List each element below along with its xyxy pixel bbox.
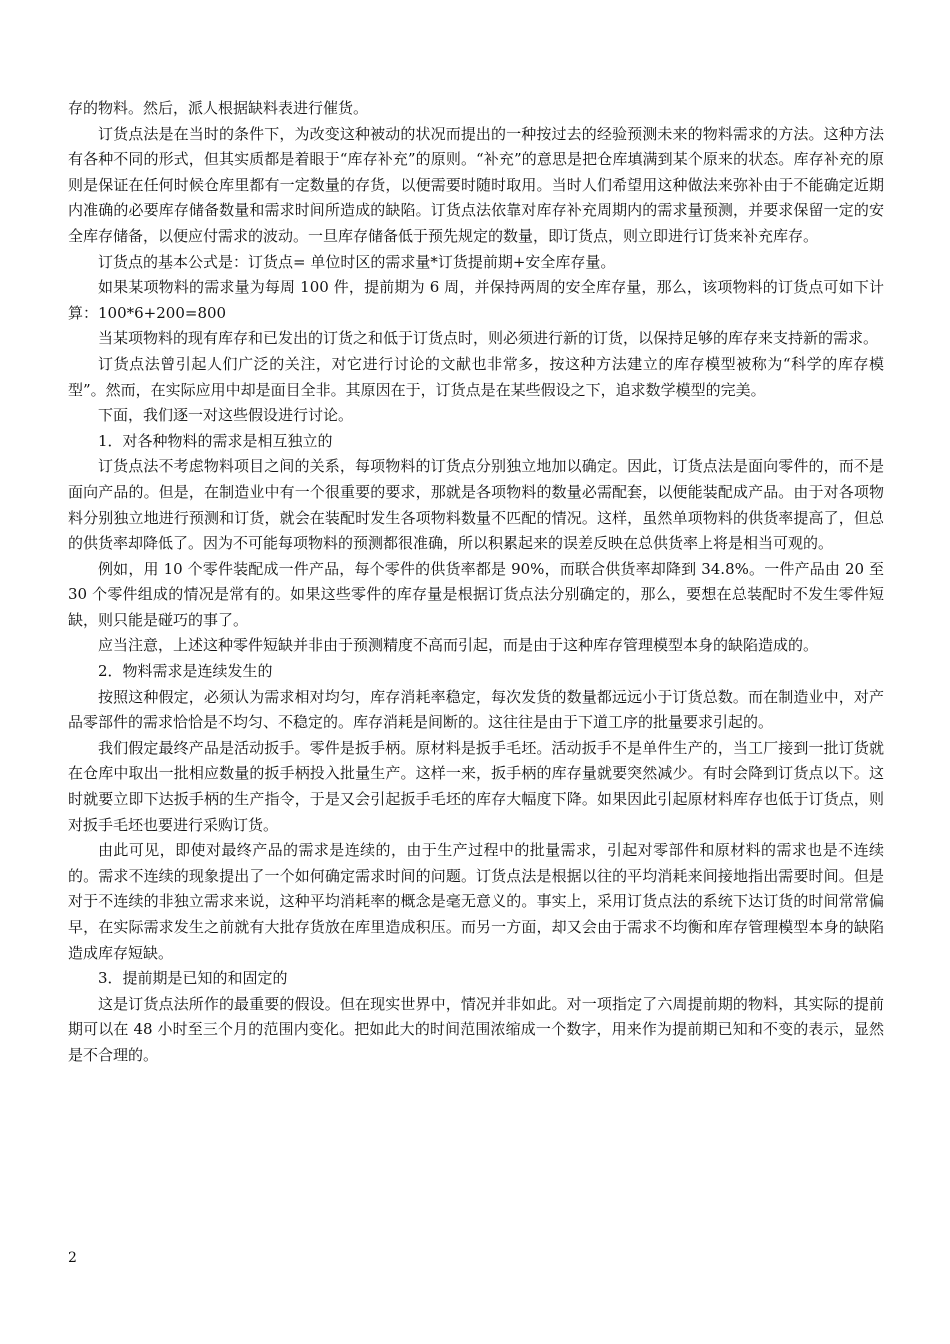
paragraph: 我们假定最终产品是活动扳手。零件是扳手柄。原材料是扳手毛坯。活动扳手不是单件生产的，当工厂接到一批订货就在仓库中取出一批相应数量的扳手柄投入批量生产。这样一来，扳手柄的库存量就要突然减少。有时会降到订货点以下。这时就要立即下达扳手柄的生产指令，于是又会引起扳手毛坯的库存大幅度下降。如果因此引起原材料库存也低于订货点，则对扳手毛坯也要进行采购订货。 [68,738,884,834]
paragraph: 订货点法曾引起人们广泛的关注，对它进行讨论的文献也非常多，按这种方法建立的库存模型被称为“科学的库存模型”。然而，在实际应用中却是面目全非。其原因在于，订货点是在某些假设之下，追求数学模型的完美。 [68,354,884,399]
paragraph: 订货点法是在当时的条件下，为改变这种被动的状况而提出的一种按过去的经验预测未来的物料需求的方法。这种方法有各种不同的形式，但其实质都是着眼于“库存补充”的原则。“补充”的意思是把仓库填满到某个原来的状态。库存补充的原则是保证在任何时候仓库里都有一定数量的存货，以便需要时随时取用。当时人们希望用这种做法来弥补由于不能确定近期内准确的必要库存储备数量和需求时间所造成的缺陷。订货点法依靠对库存补充周期内的需求量预测，并要求保留一定的安全库存储备，以便应付需求的波动。一旦库存储备低于预先规定的数量，即订货点，则立即进行订货来补充库存。 [68,124,884,245]
paragraph: 按照这种假定，必须认为需求相对均匀，库存消耗率稳定，每次发货的数量都远远小于订货总数。而在制造业中，对产品零部件的需求恰恰是不均匀、不稳定的。库存消耗是间断的。这往往是由于下道工序的批量要求引起的。 [68,687,884,732]
section-heading: 2．物料需求是连续发生的 [98,662,273,681]
paragraph: 存的物料。然后，派人根据缺料表进行催货。 [68,99,369,117]
body-text [68,96,884,1069]
section-heading: 3．提前期是已知的和固定的 [98,969,288,988]
section-heading: 1．对各种物料的需求是相互独立的 [98,431,333,450]
paragraph: 订货点的基本公式是：订货点= 单位时区的需求量*订货提前期+安全库存量。 [98,252,616,271]
paragraph: 如果某项物料的需求量为每周 100 件，提前期为 6 周，并保持两周的安全库存量，那么，该项物料的订货点可如下计算：100*6+200=800 [68,278,884,322]
paragraph: 由此可见，即使对最终产品的需求是连续的，由于生产过程中的批量需求，引起对零部件和原材料的需求也是不连续的。需求不连续的现象提出了一个如何确定需求时间的问题。订货点法是根据以往的平均消耗来间接地指出需要时间。但是对于不连续的非独立需求来说，这种平均消耗率的概念是毫无意义的。事实上，采用订货点法的系统下达订货的时间常常偏早，在实际需求发生之前就有大批存货放在库里造成积压。而另一方面，却又会由于需求不均衡和库存管理模型本身的缺陷造成库存短缺。 [68,841,884,962]
paragraph: 当某项物料的现有库存和已发出的订货之和低于订货点时，则必须进行新的订货，以保持足够的库存来支持新的需求。 [98,329,879,348]
paragraph: 这是订货点法所作的最重要的假设。但在现实世界中，情况并非如此。对一项指定了六周提前期的物料，其实际的提前期可以在 48 小时至三个月的范围内变化。把如此大的时间范围浓缩成一个数字，用来作为提前期已知和不变的表示，显然是不合理的。 [68,994,884,1064]
paragraph: 应当注意，上述这种零件短缺并非由于预测精度不高而引起，而是由于这种库存管理模型本身的缺陷造成的。 [98,636,819,655]
paragraph: 例如，用 10 个零件装配成一件产品，每个零件的供货率都是 90%，而联合供货率却降到 34.8%。一件产品由 20 至 30 个零件组成的情况是常有的。如果这些零件的库存量是根据订货点法分别确定的，那么，要想在总装配时不发生零件短缺，则只能是碰巧的事了。 [68,559,884,629]
paragraph: 下面，我们逐一对这些假设进行讨论。 [98,406,354,425]
paragraph: 订货点法不考虑物料项目之间的关系，每项物料的订货点分别独立地加以确定。因此，订货点法是面向零件的，而不是面向产品的。但是，在制造业中有一个很重要的要求，那就是各项物料的数量必需配套，以便能装配成产品。由于对各项物料分别独立地进行预测和订货，就会在装配时发生各项物料数量不匹配的情况。这样，虽然单项物料的供货率提高了，但总的供货率却降低了。因为不可能每项物料的预测都很准确，所以积累起来的误差反映在总供货率上将是相当可观的。 [68,457,884,553]
page-number: 2 [68,1250,77,1266]
